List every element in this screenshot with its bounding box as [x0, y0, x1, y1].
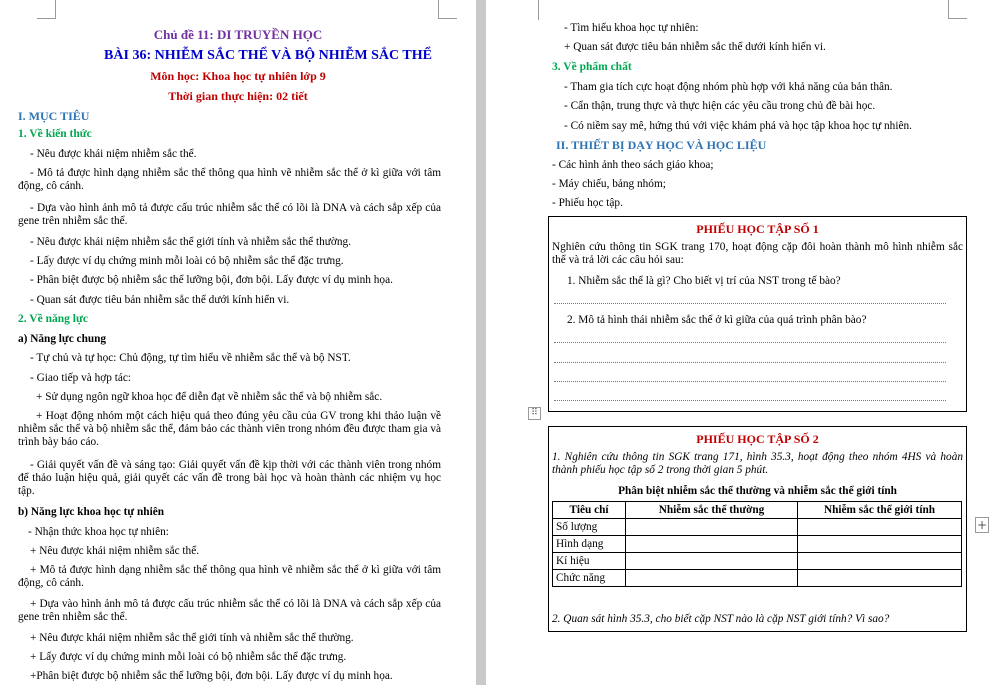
paragraph: + Hoạt động nhóm một cách hiệu quả theo đúng yêu cầu của GV trong khi thảo luận về nhiễm sắc thể và bộ nhiễm sắc thể, đảm bảo các thành viên trong nhóm đều được tham gia và trình bày báo cáo.	[18, 410, 441, 448]
worksheet-title: PHIẾU HỌC TẬP SỐ 1	[696, 222, 819, 236]
table-title: Phân biệt nhiễm sắc thể thường và nhiễm sắc thể giới tính	[618, 485, 897, 497]
worksheet-question: 1. Nhiễm sắc thể là gì? Cho biết vị trí của NST trong tế bào?	[567, 275, 841, 287]
paragraph: + Lấy được ví dụ chứng minh mỗi loài có bộ nhiễm sắc thể đặc trưng.	[30, 651, 347, 663]
paragraph: - Tự chủ và tự học: Chủ động, tự tìm hiểu về nhiễm sắc thể và bộ NST.	[30, 352, 351, 364]
section-heading: II. THIẾT BỊ DẠY HỌC VÀ HỌC LIỆU	[556, 138, 767, 152]
table-cell: Số lượng	[553, 519, 626, 536]
answer-line	[554, 362, 946, 363]
table-cell[interactable]	[626, 536, 798, 553]
subsection-heading: a) Năng lực chung	[18, 333, 107, 345]
table-cell[interactable]	[626, 519, 798, 536]
paragraph: + Nêu được khái niệm nhiễm sắc thể.	[30, 545, 200, 557]
table-cell: Chức năng	[553, 570, 626, 587]
paragraph: - Phiếu học tập.	[552, 197, 623, 209]
table-header-cell: Nhiễm sắc thể giới tính	[798, 502, 962, 519]
answer-line	[554, 381, 946, 382]
paragraph: - Tìm hiểu khoa học tự nhiên:	[564, 22, 699, 34]
table-row	[553, 519, 962, 536]
paragraph: - Nêu được khái niệm nhiễm sắc thể.	[30, 148, 197, 160]
table-cell[interactable]	[798, 553, 962, 570]
subsection-heading: b) Năng lực khoa học tự nhiên	[18, 506, 165, 518]
paragraph: - Quan sát được tiêu bản nhiễm sắc thể dưới kính hiển vi.	[30, 294, 290, 306]
paragraph: - Lấy được ví dụ chứng minh mỗi loài có bộ nhiễm sắc thể đặc trưng.	[30, 255, 344, 267]
worksheet-question: 2. Mô tả hình thái nhiễm sắc thể ở kì giữa của quá trình phân bào?	[567, 314, 867, 326]
duration-line: Thời gian thực hiện: 02 tiết	[168, 89, 308, 103]
paragraph: - Giao tiếp và hợp tác:	[30, 372, 132, 384]
paragraph: - Các hình ảnh theo sách giáo khoa;	[552, 159, 714, 171]
paragraph: - Cẩn thận, trung thực và thực hiện các yêu cầu trong chủ đề bài học.	[564, 100, 876, 112]
paragraph: - Nêu được khái niệm nhiễm sắc thể giới tính và nhiễm sắc thể thường.	[30, 236, 351, 248]
paragraph: - Nhận thức khoa học tự nhiên:	[28, 526, 169, 538]
table-cell[interactable]	[798, 536, 962, 553]
paragraph: + Quan sát được tiêu bản nhiễm sắc thể dưới kính hiển vi.	[564, 41, 826, 53]
worksheet-question: 2. Quan sát hình 35.3, cho biết cặp NST nào là cặp NST giới tính? Vì sao?	[552, 613, 890, 625]
corner-mark	[438, 0, 457, 19]
table-row	[553, 570, 962, 587]
paragraph: + Sử dụng ngôn ngữ khoa học để diễn đạt về nhiễm sắc thể và bộ nhiễm sắc.	[36, 391, 383, 403]
paragraph: - Máy chiếu, bảng nhóm;	[552, 178, 666, 190]
paragraph: - Dựa vào hình ảnh mô tả được cấu trúc nhiễm sắc thể có lõi là DNA và cách sắp xếp của gene trên nhiễm sắc thể.	[18, 202, 441, 227]
answer-line	[554, 303, 946, 304]
table-cell[interactable]	[798, 570, 962, 587]
document-page-left	[0, 0, 476, 685]
corner-mark	[948, 0, 967, 19]
table-row	[553, 553, 962, 570]
paragraph: + Dựa vào hình ảnh mô tả được cấu trúc nhiễm sắc thể có lõi là DNA và cách sắp xếp của gene trên nhiễm sắc thể.	[18, 598, 441, 623]
paragraph: - Tham gia tích cực hoạt động nhóm phù hợp với khả năng của bản thân.	[564, 81, 893, 93]
corner-mark	[520, 0, 539, 20]
subsection-heading: 1. Về kiến thức	[18, 128, 92, 140]
corner-mark	[37, 0, 56, 19]
plus-icon[interactable]: +	[976, 518, 988, 532]
move-handle-icon[interactable]: ⠿	[528, 407, 541, 420]
table-cell[interactable]	[626, 570, 798, 587]
paragraph: - Mô tả được hình dạng nhiễm sắc thể thông qua hình vẽ nhiễm sắc thể ở kì giữa với tâm động, cô cánh.	[18, 167, 441, 192]
table-header-cell: Nhiễm sắc thể thường	[626, 502, 798, 519]
table-cell: Hình dạng	[553, 536, 626, 553]
worksheet-2-box	[548, 426, 967, 632]
table-cell: Kí hiệu	[553, 553, 626, 570]
comparison-table	[552, 501, 962, 587]
subject-line: Môn học: Khoa học tự nhiên lớp 9	[150, 69, 326, 83]
page-gap	[476, 0, 486, 685]
table-row	[553, 536, 962, 553]
table-cell[interactable]	[798, 519, 962, 536]
worksheet-intro: Nghiên cứu thông tin SGK trang 170, hoạt động cặp đôi hoàn thành mô hình nhiễm sắc thể và trả lời các câu hỏi sau:	[552, 241, 963, 266]
paragraph: + Mô tả được hình dạng nhiễm sắc thể thông qua hình vẽ nhiễm sắc thể ở kì giữa với tâm động, cô cánh.	[18, 564, 441, 589]
paragraph: - Giải quyết vấn đề và sáng tạo: Giải quyết vấn đề kịp thời với các thành viên trong nhóm để thảo luận hiệu quả, giải quyết các vấn đề trong bài học và hoàn thành các nhiệm vụ học tập.	[18, 459, 441, 497]
lesson-title: BÀI 36: NHIỄM SẮC THỂ VÀ BỘ NHIỄM SẮC THỂ	[104, 48, 432, 63]
topic-heading: Chủ đề 11: DI TRUYỀN HỌC	[153, 27, 323, 42]
worksheet-title: PHIẾU HỌC TẬP SỐ 2	[696, 432, 819, 446]
document-page-right	[486, 0, 993, 685]
paragraph: + Nêu được khái niệm nhiễm sắc thể giới tính và nhiễm sắc thể thường.	[30, 632, 354, 644]
answer-line	[554, 400, 946, 401]
section-heading: I. MỤC TIÊU	[18, 109, 90, 123]
paragraph: - Phân biệt được bộ nhiễm sắc thể lưỡng bội, đơn bội. Lấy được ví dụ minh họa.	[30, 274, 393, 286]
table-header-cell: Tiêu chí	[553, 502, 626, 519]
worksheet-intro: 1. Nghiên cứu thông tin SGK trang 171, hình 35.3, hoạt động theo nhóm 4HS và hoàn thành phiếu học tập số 2 trong thời gian 5 phút.	[552, 451, 963, 476]
subsection-heading: 3. Về phẩm chất	[552, 61, 632, 73]
table-cell[interactable]	[626, 553, 798, 570]
paragraph: - Có niềm say mê, hứng thú với việc khám phá và học tập khoa học tự nhiên.	[564, 120, 912, 132]
answer-line	[554, 342, 946, 343]
worksheet-1-box	[548, 216, 967, 412]
table-header-row	[553, 502, 962, 519]
subsection-heading: 2. Về năng lực	[18, 313, 88, 325]
paragraph: +Phân biệt được bộ nhiễm sắc thể lưỡng bội, đơn bội. Lấy được ví dụ minh họa.	[30, 670, 393, 682]
